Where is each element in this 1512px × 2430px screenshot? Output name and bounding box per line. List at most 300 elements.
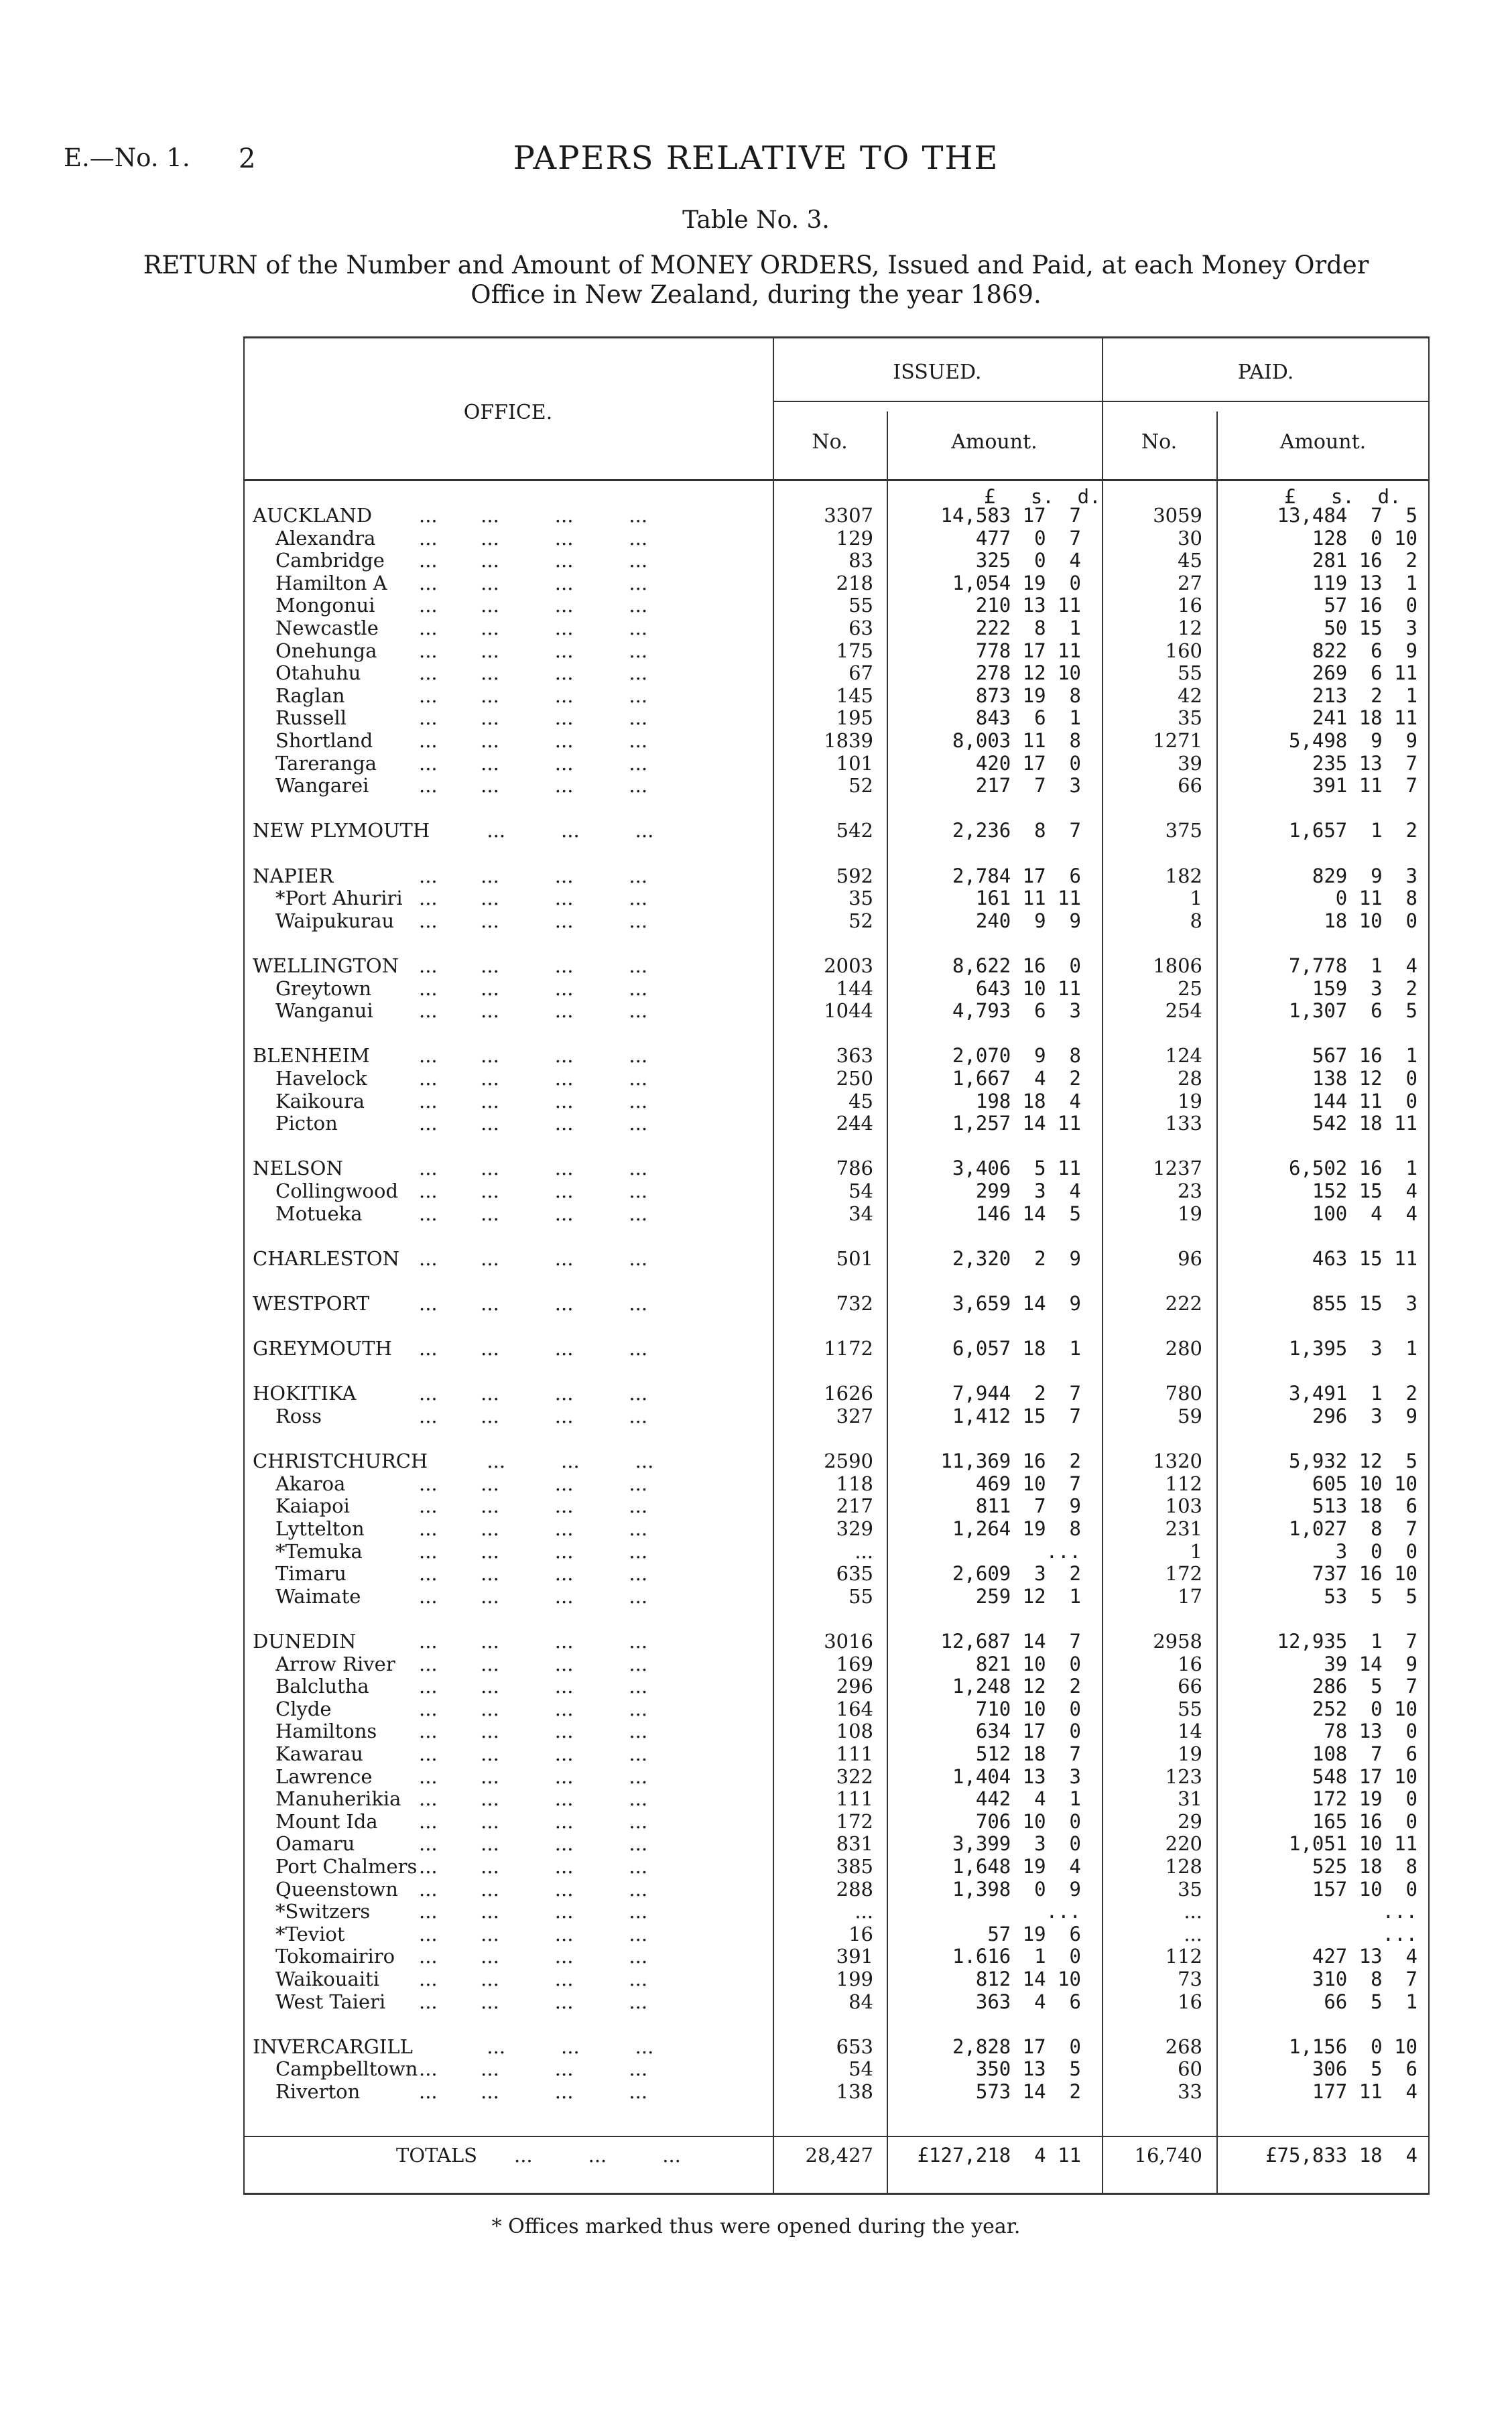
office-name: Kaiapoi: [275, 1494, 350, 1518]
paid-no-cell: 1320: [1153, 1450, 1202, 1473]
paid-no-cell: 1271: [1153, 729, 1202, 752]
paid-no-cell: 280: [1165, 1337, 1202, 1360]
paid-no-cell: 39: [1178, 751, 1202, 775]
paid-no-cell: 160: [1165, 639, 1202, 662]
leader-dots: ... ... ... ...: [419, 999, 648, 1023]
table-bottom-rule: [243, 2193, 1430, 2195]
leader-dots: ... ... ... ...: [419, 1337, 648, 1360]
paid-amount-cell: 78 13 0: [1324, 1720, 1418, 1743]
paid-no-cell: 182: [1165, 864, 1202, 887]
issued-no-cell: 67: [848, 661, 873, 685]
leader-dots: ... ... ... ...: [419, 549, 648, 572]
paid-no-cell: 42: [1178, 684, 1202, 707]
issued-no-cell: 501: [836, 1246, 873, 1270]
office-name: NAPIER: [253, 864, 334, 887]
issued-no-cell: 169: [836, 1652, 873, 1675]
leader-dots: ... ... ...: [419, 1450, 654, 1473]
leader-dots: ... ... ... ...: [419, 1472, 648, 1495]
paid-amount-cell: 1,156 0 10: [1288, 2035, 1418, 2058]
office-name: BLENHEIM: [253, 1044, 370, 1068]
issued-no-cell: 111: [836, 1742, 873, 1765]
issued-no-cell: 218: [836, 571, 873, 594]
paid-no-cell: 14: [1178, 1720, 1202, 1743]
office-name: Havelock: [275, 1067, 367, 1090]
totals-top-rule: [243, 2136, 1430, 2137]
leader-dots: ... ... ... ...: [419, 954, 648, 977]
issued-no-cell: 54: [848, 2057, 873, 2081]
issued-amount-cell: 442 4 1: [975, 1787, 1081, 1811]
paid-no-cell: ...: [1184, 1900, 1202, 1923]
leader-dots: ... ... ... ...: [419, 751, 648, 775]
leader-dots: ... ... ... ...: [419, 2057, 648, 2081]
paid-no-cell: 35: [1178, 706, 1202, 730]
paid-no-cell: 27: [1178, 571, 1202, 594]
paid-no-cell: 128: [1165, 1855, 1202, 1878]
issued-no-cell: 199: [836, 1968, 873, 1990]
leader-dots: ... ... ... ...: [419, 1720, 648, 1743]
issued-no-cell: 52: [848, 909, 873, 932]
paid-no-cell: 55: [1178, 1697, 1202, 1720]
paid-amount-cell: 108 7 6: [1312, 1742, 1418, 1765]
issued-no-cell: 118: [836, 1472, 873, 1495]
paid-no-cell: 375: [1165, 819, 1202, 842]
paid-amount-cell: 296 3 9: [1312, 1405, 1418, 1427]
issued-amount-cell: 512 18 7: [975, 1742, 1081, 1765]
issued-no-cell: 592: [836, 864, 873, 887]
office-name: Oamaru: [275, 1832, 355, 1856]
office-name: Hamilton A: [275, 571, 387, 594]
issued-amount-cell: 1,257 14 11: [952, 1112, 1081, 1135]
office-header: OFFICE.: [463, 401, 553, 424]
issued-amount-cell: 8,622 16 0: [952, 954, 1081, 977]
leader-dots: ... ... ... ...: [419, 1990, 648, 2013]
leader-dots: ... ... ... ...: [419, 1968, 648, 1990]
issued-amount-cell: 4,793 6 3: [952, 999, 1081, 1023]
paid-no-cell: 254: [1165, 999, 1202, 1023]
footnote: * Offices marked thus were opened during the year.: [491, 2215, 1021, 2238]
leader-dots: ... ... ... ...: [419, 774, 648, 797]
paid-amount-cell: ...: [1382, 1922, 1418, 1945]
issued-amount-cell: 1,264 19 8: [952, 1517, 1081, 1540]
issued-amount-cell: 8,003 11 8: [952, 729, 1081, 752]
leader-dots: ... ... ... ...: [419, 526, 648, 550]
paid-no-cell: 19: [1178, 1742, 1202, 1765]
leader-dots: ... ... ... ...: [419, 1089, 648, 1112]
paid-amount-cell: 39 14 9: [1324, 1652, 1418, 1675]
issued-no-cell: 542: [836, 819, 873, 842]
leader-dots: ... ... ... ...: [419, 1405, 648, 1427]
leader-dots: ... ... ... ...: [419, 1855, 648, 1878]
paid-no-cell: 12: [1178, 617, 1202, 639]
leader-dots: ... ... ... ...: [419, 684, 648, 707]
office-name: *Port Ahuriri: [275, 887, 403, 910]
issued-no-cell: 288: [836, 1877, 873, 1901]
leader-dots: ... ... ... ...: [419, 1584, 648, 1608]
issued-amount-cell: 363 4 6: [975, 1990, 1081, 2013]
issued-amount-cell: 1,398 0 9: [952, 1877, 1081, 1901]
office-name: Shortland: [275, 729, 373, 752]
issued-no-cell: 195: [836, 706, 873, 730]
issued-amount-cell: 222 8 1: [975, 617, 1081, 639]
paid-amount-cell: ...: [1382, 1900, 1418, 1923]
issued-amount-cell: ...: [1046, 1900, 1081, 1923]
office-name: Otahuhu: [275, 661, 361, 685]
paid-amount-cell: 5,932 12 5: [1288, 1450, 1418, 1473]
issued-no-cell: 175: [836, 639, 873, 662]
issued-no-cell: 54: [848, 1179, 873, 1202]
paid-amount-cell: 119 13 1: [1312, 571, 1418, 594]
paid-no-cell: 66: [1178, 1675, 1202, 1698]
issued-no-cell: 635: [836, 1562, 873, 1586]
issued-amount-cell: 146 14 5: [975, 1202, 1081, 1225]
office-name: INVERCARGILL: [253, 2035, 413, 2058]
paid-no-cell: 17: [1178, 1584, 1202, 1608]
paid-amount-cell: 1,027 8 7: [1288, 1517, 1418, 1540]
issued-no-cell: 653: [836, 2035, 873, 2058]
issued-amount-cell: 634 17 0: [975, 1720, 1081, 1743]
office-name: Russell: [275, 706, 346, 730]
issued-amount-cell: 350 13 5: [975, 2057, 1081, 2081]
paid-no-cell: 55: [1178, 661, 1202, 685]
issued-lsd-header: £ s. d.: [984, 485, 1101, 508]
office-name: Alexandra: [275, 526, 376, 550]
leader-dots: ... ... ... ...: [419, 1765, 648, 1788]
issued-amount-cell: 259 12 1: [975, 1584, 1081, 1608]
issued-no-cell: 244: [836, 1112, 873, 1135]
issued-no-cell: 391: [836, 1945, 873, 1968]
office-name: Timaru: [275, 1562, 346, 1586]
leader-dots: ... ... ...: [419, 819, 654, 842]
paid-amount-cell: 177 11 4: [1312, 2080, 1418, 2103]
paid-amount-cell: 3 0 0: [1335, 1539, 1418, 1563]
office-name: Newcastle: [275, 617, 379, 639]
office-name: Waimate: [275, 1584, 361, 1608]
issued-no-cell: 172: [836, 1809, 873, 1833]
leader-dots: ... ... ... ...: [419, 1630, 648, 1653]
issued-no-cell: 2003: [824, 954, 873, 977]
issued-amount-cell: 873 19 8: [975, 684, 1081, 707]
paid-no-cell: 66: [1178, 774, 1202, 797]
issued-no-cell: 129: [836, 526, 873, 550]
leader-dots: ... ... ... ...: [419, 1787, 648, 1811]
totals-label: TOTALS: [396, 2144, 477, 2167]
paid-amount-cell: 829 9 3: [1312, 864, 1418, 887]
paid-no-cell: 3059: [1153, 504, 1202, 527]
issued-amount-cell: 710 10 0: [975, 1697, 1081, 1720]
issued-no-cell: 34: [848, 1202, 873, 1225]
issued-no-cell: 55: [848, 1584, 873, 1608]
leader-dots: ... ... ... ...: [419, 909, 648, 932]
paid-no-cell: 103: [1165, 1494, 1202, 1518]
leader-dots: ... ... ... ...: [419, 571, 648, 594]
paid-no-cell: 16: [1178, 1990, 1202, 2013]
office-name: Waipukurau: [275, 909, 395, 932]
paid-amount-cell: 6,502 16 1: [1288, 1157, 1418, 1180]
issued-amount-cell: 420 17 0: [975, 751, 1081, 775]
leader-dots: ... ... ... ...: [419, 1179, 648, 1202]
paid-no-cell: 220: [1165, 1832, 1202, 1856]
leader-dots: ... ... ... ...: [419, 976, 648, 1000]
office-name: Wangarei: [275, 774, 369, 797]
paid-no-cell: 60: [1178, 2057, 1202, 2081]
paid-no-cell: 133: [1165, 1112, 1202, 1135]
paid-no-cell: 19: [1178, 1202, 1202, 1225]
office-name: Waikouaiti: [275, 1968, 380, 1990]
office-name: Kaikoura: [275, 1089, 365, 1112]
leader-dots: ... ... ... ...: [419, 1562, 648, 1586]
leader-dots: ... ... ... ...: [419, 639, 648, 662]
leader-dots: ... ... ... ...: [419, 1157, 648, 1180]
paid-amount-cell: 1,395 3 1: [1288, 1337, 1418, 1360]
issued-amount-cell: 2,609 3 2: [952, 1562, 1081, 1586]
leader-dots: ... ... ... ...: [419, 864, 648, 887]
paid-amount-cell: 172 19 0: [1312, 1787, 1418, 1811]
issued-amount-cell: 14,583 17 7: [940, 504, 1081, 527]
paid-no-cell: 8: [1190, 909, 1202, 932]
paid-no-cell: 16: [1178, 1652, 1202, 1675]
paid-no-cell: 123: [1165, 1765, 1202, 1788]
issued-amount-cell: 12,687 14 7: [940, 1630, 1081, 1653]
issued-no-cell: 3016: [824, 1630, 873, 1653]
issued-amount-cell: 7,944 2 7: [952, 1382, 1081, 1405]
paid-amount-cell: 3,491 1 2: [1288, 1382, 1418, 1405]
issued-no-cell: ...: [855, 1539, 873, 1563]
issued-no-cell: 144: [836, 976, 873, 1000]
paid-amount-cell: 0 11 8: [1335, 887, 1418, 910]
leader-dots: ... ... ... ...: [419, 706, 648, 730]
issued-amount-cell: 3,659 14 9: [952, 1292, 1081, 1315]
office-name: Picton: [275, 1112, 338, 1135]
leader-dots: ... ... ... ...: [419, 1809, 648, 1833]
issued-no-cell: 83: [848, 549, 873, 572]
issued-amount-cell: 1.616 1 0: [952, 1945, 1081, 1968]
issued-amount-cell: 1,248 12 2: [952, 1675, 1081, 1698]
issued-no-cell: 363: [836, 1044, 873, 1068]
office-name: Onehunga: [275, 639, 377, 662]
paid-amount-cell: 235 13 7: [1312, 751, 1418, 775]
issued-no-cell: 2590: [824, 1450, 873, 1473]
leader-dots: ... ... ... ...: [419, 617, 648, 639]
issued-amount-cell: 278 12 10: [975, 661, 1081, 685]
return-title-line-2: Office in New Zealand, during the year 1869.: [470, 280, 1042, 309]
issued-amount-cell: 217 7 3: [975, 774, 1081, 797]
paid-lsd-header: £ s. d.: [1284, 485, 1401, 508]
paid-no-cell: ...: [1184, 1922, 1202, 1945]
paid-amount-cell: 1,657 1 2: [1288, 819, 1418, 842]
paid-amount-cell: 13,484 7 5: [1277, 504, 1418, 527]
issued-amount-cell: 477 0 7: [975, 526, 1081, 550]
paid-no-cell: 780: [1165, 1382, 1202, 1405]
leader-dots: ... ... ... ...: [419, 1382, 648, 1405]
office-name: Port Chalmers: [275, 1855, 418, 1878]
paid-no-cell: 29: [1178, 1809, 1202, 1833]
paid-no-cell: 31: [1178, 1787, 1202, 1811]
issued-no-cell: 327: [836, 1405, 873, 1427]
issued-amount-cell: 210 13 11: [975, 594, 1081, 617]
paid-amount-cell: 159 3 2: [1312, 976, 1418, 1000]
paid-no-cell: 1806: [1153, 954, 1202, 977]
office-name: *Switzers: [275, 1900, 371, 1923]
table-number: Table No. 3.: [682, 206, 830, 234]
issued-no-cell: ...: [855, 1900, 873, 1923]
paid-no-cell: 25: [1178, 976, 1202, 1000]
paid-amount-cell: 12,935 1 7: [1277, 1630, 1418, 1653]
issued-no-cell: 217: [836, 1494, 873, 1518]
issued-amount-cell: 821 10 0: [975, 1652, 1081, 1675]
paid-no-cell: 73: [1178, 1968, 1202, 1990]
leader-dots: ... ... ... ...: [419, 1945, 648, 1968]
paid-amount-cell: 100 4 4: [1312, 1202, 1418, 1225]
paid-no-cell: 172: [1165, 1562, 1202, 1586]
paid-amount-cell: 567 16 1: [1312, 1044, 1418, 1068]
leader-dots: ... ... ... ...: [419, 1517, 648, 1540]
leader-dots: ... ... ... ...: [419, 1697, 648, 1720]
paid-amount-cell: 213 2 1: [1312, 684, 1418, 707]
leader-dots: ... ... ... ...: [419, 1292, 648, 1315]
issued-no-cell: 732: [836, 1292, 873, 1315]
issued-amount-cell: 1,667 4 2: [952, 1067, 1081, 1090]
paid-amount-cell: 165 16 0: [1312, 1809, 1418, 1833]
paid-amount-cell: 7,778 1 4: [1288, 954, 1418, 977]
leader-dots: ... ... ... ...: [419, 1675, 648, 1698]
issued-amount-cell: 161 11 11: [975, 887, 1081, 910]
issued-no-cell: 52: [848, 774, 873, 797]
issued-no-cell: 45: [848, 1089, 873, 1112]
issued-no-cell: 250: [836, 1067, 873, 1090]
office-name: GREYMOUTH: [253, 1337, 392, 1360]
paid-amount-cell: 286 5 7: [1312, 1675, 1418, 1698]
office-name: Mount Ida: [275, 1809, 378, 1833]
paid-no-cell: 45: [1178, 549, 1202, 572]
totals-paid-amount: £75,833 18 4: [1265, 2144, 1418, 2167]
leader-dots: ... ... ... ...: [419, 1832, 648, 1856]
office-name: Motueka: [275, 1202, 363, 1225]
paid-no-cell: 2958: [1153, 1630, 1202, 1653]
office-name: Tokomairiro: [275, 1945, 395, 1968]
paid-no-cell: 112: [1165, 1472, 1202, 1495]
office-name: Lawrence: [275, 1765, 373, 1788]
office-name: *Teviot: [275, 1922, 345, 1945]
paid-no-cell: 1: [1190, 1539, 1202, 1563]
issued-no-cell: 385: [836, 1855, 873, 1878]
paid-amount-cell: 152 15 4: [1312, 1179, 1418, 1202]
paid-amount-cell: 128 0 10: [1312, 526, 1418, 550]
leader-dots: ... ... ... ...: [419, 1067, 648, 1090]
issued-amount-cell: 299 3 4: [975, 1179, 1081, 1202]
office-name: DUNEDIN: [253, 1630, 357, 1653]
issued-amount-cell: 811 7 9: [975, 1494, 1081, 1518]
issued-amount-cell: 573 14 2: [975, 2080, 1081, 2103]
issued-amount-cell: 778 17 11: [975, 639, 1081, 662]
page-number: 2: [239, 143, 256, 174]
paid-no-cell: 59: [1178, 1405, 1202, 1427]
leader-dots: ... ... ... ...: [419, 1112, 648, 1135]
paid-amount-cell: 1,307 6 5: [1288, 999, 1418, 1023]
office-name: Tareranga: [275, 751, 377, 775]
issued-no-cell: 831: [836, 1832, 873, 1856]
leader-dots: ... ... ... ...: [419, 594, 648, 617]
issued-amount-cell: 1,404 13 3: [952, 1765, 1081, 1788]
issued-amount-cell: 2,070 9 8: [952, 1044, 1081, 1068]
office-name: CHRISTCHURCH: [253, 1450, 428, 1473]
leader-dots: ... ... ... ...: [419, 1922, 648, 1945]
issued-amount-cell: 3,399 3 0: [952, 1832, 1081, 1856]
table-left-border: [243, 336, 245, 2195]
paid-amount-cell: 310 8 7: [1312, 1968, 1418, 1990]
leader-dots: ... ... ... ...: [419, 661, 648, 685]
header-bottom-rule: [243, 479, 1430, 481]
issued-amount-cell: 2,320 2 9: [952, 1246, 1081, 1270]
paid-amount-cell: 463 15 11: [1312, 1246, 1418, 1270]
issued-amount-cell: 240 9 9: [975, 909, 1081, 932]
office-name: Mongonui: [275, 594, 375, 617]
leader-dots: ... ... ... ...: [419, 1652, 648, 1675]
paid-no-cell: 16: [1178, 594, 1202, 617]
paid-amount-cell: 737 16 10: [1312, 1562, 1418, 1586]
leader-dots: ... ... ... ...: [419, 1742, 648, 1765]
issued-amount-cell: 6,057 18 1: [952, 1337, 1081, 1360]
office-name: Raglan: [275, 684, 345, 707]
paid-no-cell: 19: [1178, 1089, 1202, 1112]
leader-dots: ... ... ... ...: [419, 1539, 648, 1563]
office-name: Manuherikia: [275, 1787, 401, 1811]
leader-dots: ... ... ...: [419, 2035, 654, 2058]
leader-dots: ... ... ... ...: [419, 1877, 648, 1901]
issued-no-cell: 111: [836, 1787, 873, 1811]
paid-no-cell: 96: [1178, 1246, 1202, 1270]
paid-no-cell: 124: [1165, 1044, 1202, 1068]
issued-amount-cell: ...: [1046, 1539, 1081, 1563]
issued-no-cell: 84: [848, 1990, 873, 2013]
paid-header: PAID.: [1237, 361, 1294, 384]
issued-no-cell: 1839: [824, 729, 873, 752]
leader-dots: ... ... ... ...: [419, 1044, 648, 1068]
office-name: WELLINGTON: [253, 954, 399, 977]
issued-no-cell: 55: [848, 594, 873, 617]
office-name: Clyde: [275, 1697, 332, 1720]
paid-amount-cell: 306 5 6: [1312, 2057, 1418, 2081]
paid-amount-cell: 855 15 3: [1312, 1292, 1418, 1315]
totals-paid-no: 16,740: [1134, 2144, 1202, 2167]
issued-no-cell: 16: [848, 1922, 873, 1945]
paid-no-cell: 30: [1178, 526, 1202, 550]
issued-no-header: No.: [812, 430, 848, 454]
office-name: Arrow River: [275, 1652, 395, 1675]
paid-amount-cell: 281 16 2: [1312, 549, 1418, 572]
paid-no-header: No.: [1141, 430, 1178, 454]
paid-no-cell: 1237: [1153, 1157, 1202, 1180]
paid-no-cell: 231: [1165, 1517, 1202, 1540]
office-name: Cambridge: [275, 549, 385, 572]
paid-amount-cell: 548 17 10: [1312, 1765, 1418, 1788]
office-name: Kawarau: [275, 1742, 363, 1765]
money-orders-table: [243, 336, 1430, 2195]
issued-no-cell: 786: [836, 1157, 873, 1180]
issued-no-cell: 108: [836, 1720, 873, 1743]
issued-amount-cell: 2,784 17 6: [952, 864, 1081, 887]
office-name: Hamiltons: [275, 1720, 377, 1743]
paid-amount-cell: 138 12 0: [1312, 1067, 1418, 1090]
office-name: NEW PLYMOUTH: [253, 819, 430, 842]
paid-amount-cell: 241 18 11: [1312, 706, 1418, 730]
issued-amount-cell: 1,412 15 7: [952, 1405, 1081, 1427]
issued-no-cell: 1172: [824, 1337, 873, 1360]
paid-no-cell: 33: [1178, 2080, 1202, 2103]
page-title: PAPERS RELATIVE TO THE: [513, 139, 999, 177]
paid-amount-cell: 822 6 9: [1312, 639, 1418, 662]
paid-no-cell: 1: [1190, 887, 1202, 910]
issued-amount-cell: 1,054 19 0: [952, 571, 1081, 594]
